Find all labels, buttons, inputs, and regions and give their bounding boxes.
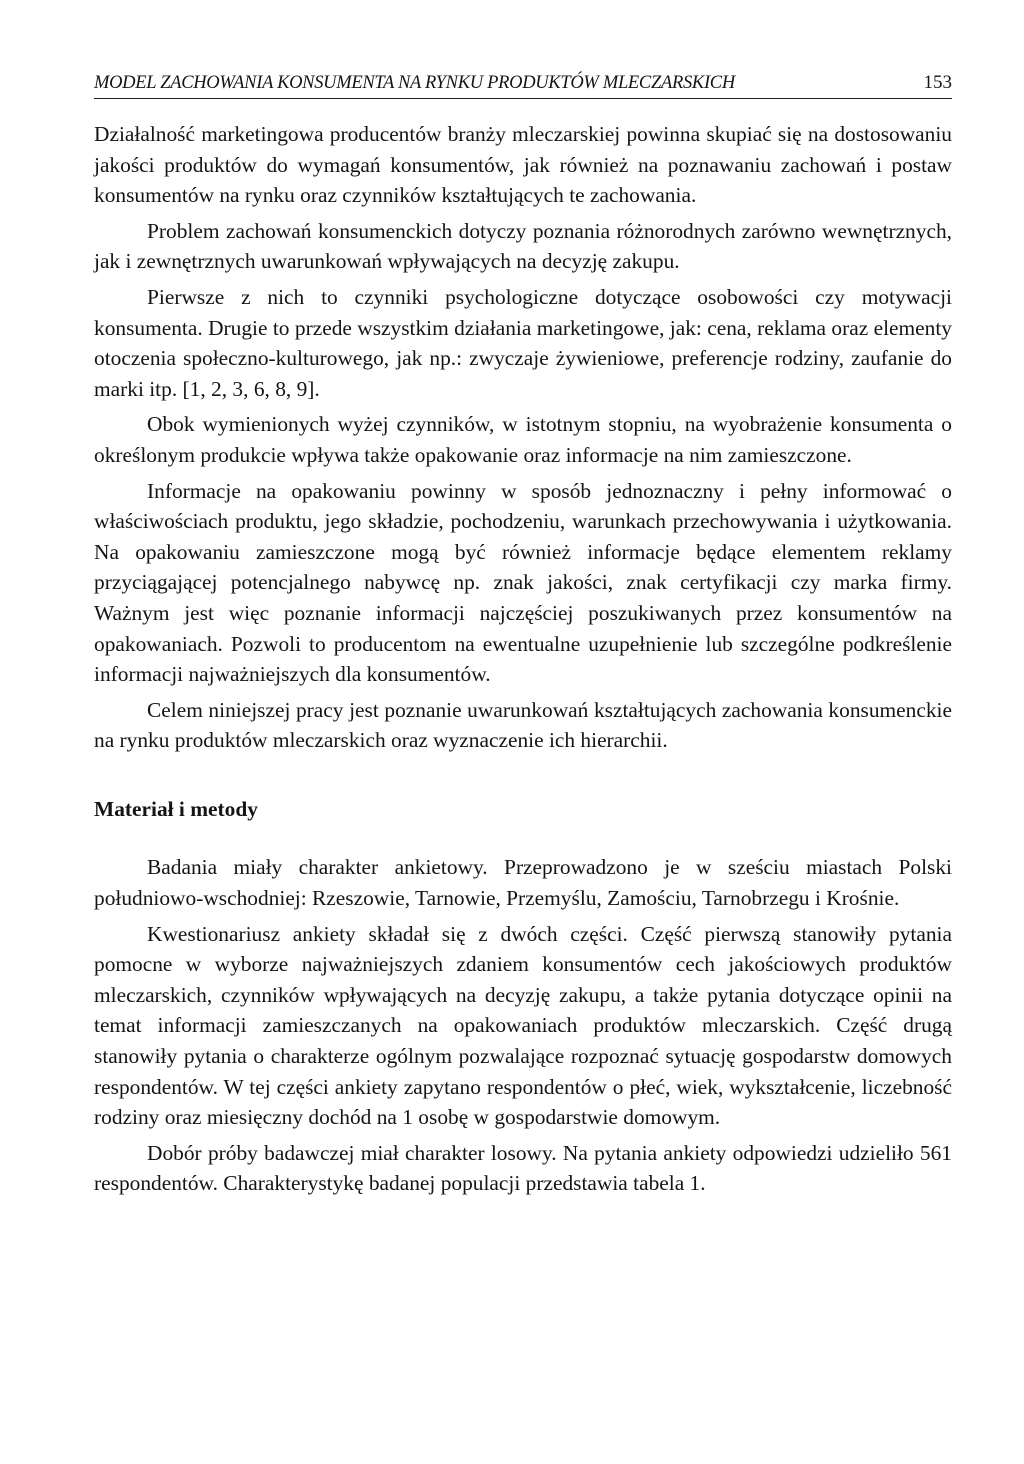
- running-title: MODEL ZACHOWANIA KONSUMENTA NA RYNKU PRODUKTÓW MLECZARSKICH: [94, 73, 735, 93]
- paragraph-intro-2: Problem zachowań konsumenckich dotyczy poznania różnorodnych zarówno wewnętrznych, jak i zewnętrznych uwarunkowań wpływających na decyzję zakupu.: [94, 218, 952, 274]
- paragraph-methods-2: Kwestionariusz ankiety składał się z dwóch części. Część pierwszą stanowiły pytania pomocne w wyborze najważniejszych zdaniem konsumentów cech jakościowych produktów mleczarskich, czynników wpływających na decyzję zakupu, a także pytania dotyczące opinii na temat informacji zamieszczanych na opakowaniach produktów mleczarskich. Część drugą stanowiły pytania o charakterze ogólnym pozwalające rozpoznać sytuację gospodarstw domowych respondentów. W tej części ankiety zapytano respondentów o płeć, wiek, wykształcenie, liczebność rodziny oraz miesięczny dochód na 1 osobę w gospodarstwie domowym.: [94, 921, 952, 1130]
- paragraph-intro-6: Celem niniejszej pracy jest poznanie uwarunkowań kształtujących zachowania konsumenckie na rynku produktów mleczarskich oraz wyznaczenie ich hierarchii.: [94, 697, 952, 753]
- paragraph-methods-1: Badania miały charakter ankietowy. Przeprowadzono je w sześciu miastach Polski południowo-wschodniej: Rzeszowie, Tarnowie, Przemyślu, Zamościu, Tarnobrzegu i Krośnie.: [94, 855, 952, 911]
- paragraph-intro-5: Informacje na opakowaniu powinny w sposób jednoznaczny i pełny informować o właściwościach produktu, jego składzie, pochodzeniu, warunkach przechowywania i użytkowania. Na opakowaniu zamieszczone mogą być również informacje będące elementem reklamy przyciągającej potencjalnego nabywcę np. znak jakości, znak certyfikacji czy marka firmy. Ważnym jest więc poznanie informacji najczęściej poszukiwanych przez konsumentów na opakowaniach. Pozwoli to producentom na ewentualne uzupełnienie lub szczególne podkreślenie informacji najważniejszych dla konsumentów.: [94, 478, 952, 687]
- paragraph-intro-3: Pierwsze z nich to czynniki psychologiczne dotyczące osobowości czy motywacji konsumenta. Drugie to przede wszystkim działania marketingowe, jak: cena, reklama oraz elementy otoczenia społeczno-kulturowego, jak np.: zwyczaje żywieniowe, preferencje rodziny, zaufanie do marki itp. [1, 2, 3, 6, 8, 9].: [94, 284, 952, 401]
- running-header: [94, 72, 952, 99]
- body-text: [94, 119, 952, 1199]
- paragraph-intro-1: Działalność marketingowa producentów branży mleczarskiej powinna skupiać się na dostosowaniu jakości produktów do wymagań konsumentów, jak również na poznawaniu zachowań i postaw konsumentów na rynku oraz czynników kształtujących te zachowania.: [94, 122, 952, 208]
- paragraph-methods-3: Dobór próby badawczej miał charakter losowy. Na pytania ankiety odpowiedzi udzieliło 561 respondentów. Charakterystykę badanej populacji przedstawia tabela 1.: [94, 1140, 952, 1196]
- page: [94, 72, 952, 1204]
- section-heading: Materiał i metody: [94, 796, 258, 821]
- page-number: 153: [923, 72, 952, 93]
- paragraph-intro-4: Obok wymienionych wyżej czynników, w istotnym stopniu, na wyobrażenie konsumenta o określonym produkcie wpływa także opakowanie oraz informacje na nim zamieszczone.: [94, 412, 952, 467]
